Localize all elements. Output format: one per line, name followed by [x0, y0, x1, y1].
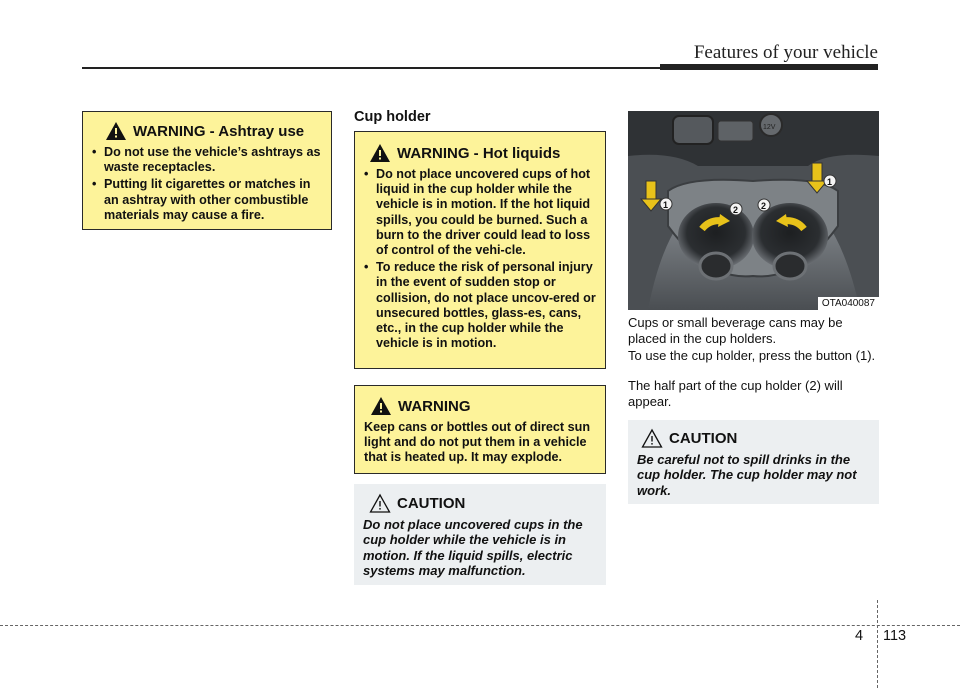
footer-rule: [0, 625, 960, 626]
caution-right-box: [628, 420, 879, 504]
warning-ashtray-box: [82, 111, 332, 230]
list-item: • To reduce the risk of personal injury in the event of sudden stop or collision, do not place uncov-ered or unsecured bottles, glass-es, cans, etc., in the cup holder while the vehicle is in motion.: [363, 260, 598, 351]
body-paragraph: The half part of the cup holder (2) will appear.: [628, 378, 843, 409]
chapter-number: 4: [855, 628, 864, 644]
caution-title: CAUTION: [669, 429, 738, 447]
cup-holder-photo: [628, 111, 879, 310]
warning-triangle-icon: [369, 143, 391, 163]
list-item: • Do not use the vehicle’s ashtrays as waste receptacles.: [91, 145, 323, 175]
photo-label-2: 2: [761, 201, 767, 211]
warning-hot-liquids-box: [354, 131, 606, 369]
warning-subtitle: - Hot liquids: [473, 144, 561, 162]
cup-holder-illustration: [628, 111, 879, 310]
cup-holder-heading: Cup holder: [354, 109, 431, 125]
warning-sun-box: [354, 385, 606, 474]
photo-code: OTA040087: [818, 297, 879, 310]
caution-title: CAUTION: [397, 494, 466, 512]
caution-text: Be careful not to spill drinks in the cup holder. The cup holder may not work.: [637, 452, 857, 498]
caution-spills-box: [354, 484, 606, 585]
warning-subtitle: - Ashtray use: [209, 122, 305, 140]
body-paragraph: To use the cup holder, press the button (1).: [628, 348, 876, 363]
warning-title: WARNING: [398, 397, 471, 415]
photo-label-1: 1: [827, 177, 833, 187]
caution-text: Do not place uncovered cups in the cup holder while the vehicle is in motion. If the liquid spills, electric systems may malfunction.: [363, 517, 583, 579]
caution-triangle-icon: [641, 428, 663, 448]
list-item: • Do not place uncovered cups of hot liquid in the cup holder while the vehicle is in motion. If the hot liquid spills, you could be burned. Such a burn to the driver could lead to loss of control of the vehi-cle.: [363, 167, 598, 258]
list-item: • Putting lit cigarettes or matches in an ashtray with other combustible materials may cause a fire.: [91, 177, 323, 223]
warning-title: WARNING: [133, 122, 206, 140]
photo-label-12v: 12V: [763, 124, 776, 131]
photo-label-1: 1: [663, 200, 669, 210]
warning-triangle-icon: [105, 121, 127, 141]
warning-triangle-icon: [370, 396, 392, 416]
header-rule-accent: [660, 64, 878, 70]
photo-label-2: 2: [733, 205, 739, 215]
page-number: 113: [883, 628, 907, 644]
section-title: Features of your vehicle: [693, 42, 878, 63]
body-paragraph: Cups or small beverage cans may be placed in the cup holders.: [628, 315, 843, 346]
warning-title: WARNING: [397, 144, 470, 162]
footer-divider: [877, 600, 878, 688]
caution-triangle-icon: [369, 493, 391, 513]
warning-text: Keep cans or bottles out of direct sun light and do not put them in a vehicle that is heated up. It may explode.: [364, 420, 591, 465]
